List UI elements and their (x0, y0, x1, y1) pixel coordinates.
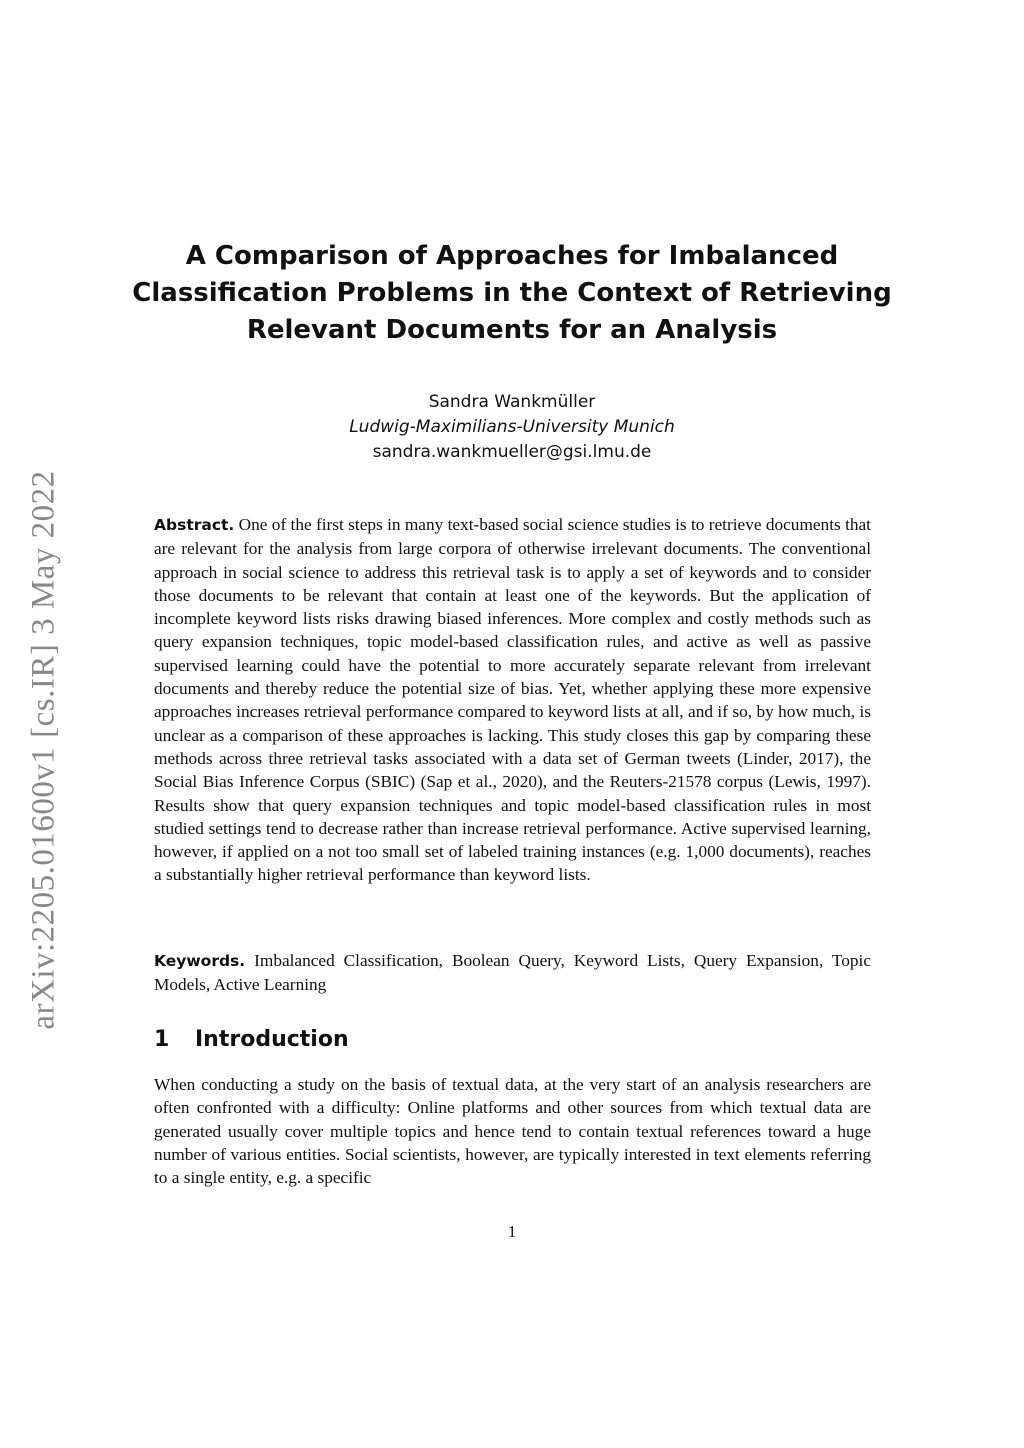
abstract (154, 513, 871, 887)
arxiv-identifier-stamp: arXiv:2205.01600v1 [cs.IR] 3 May 2022 (25, 470, 62, 1030)
section-number: 1 (154, 1027, 170, 1052)
keywords (154, 949, 871, 997)
section-heading-introduction (154, 1025, 349, 1055)
author-affiliation: Ludwig-Maximilians-University Munich (349, 417, 675, 437)
keywords-text: Imbalanced Classification, Boolean Query, Keyword Lists, Query Expansion, Topic Models, Active Learning (154, 951, 871, 995)
section-title: Introduction (195, 1027, 349, 1052)
abstract-label: Abstract. (154, 516, 235, 534)
author-email: sandra.wankmueller@gsi.lmu.de (372, 442, 652, 462)
abstract-text: One of the first steps in many text-based social science studies is to retrieve documents that are relevant for the analysis from large corpora of otherwise irrelevant documents. The conventional approach in social science to address this retrieval task is to apply a set of keywords and to consider those documents to be relevant that contain at least one of the keywords. But the application of incomplete keyword lists risks drawing biased inferences. More complex and costly methods such as query expansion techniques, topic model-based classification rules, and active as well as passive supervised learning could have the potential to more accurately separate relevant from irrelevant documents and thereby reduce the potential size of bias. Yet, whether applying these more expensive approaches increases retrieval performance compared to keyword lists at all, and if so, by how much, is unclear as a comparison of these approaches is lacking. This study closes this gap by comparing these methods across three retrieval tasks associated with a data set of German tweets (Linder, 2017), the Social Bias Inference Corpus (SBIC) (Sap et al., 2020), and the Reuters-21578 corpus (Lewis, 1997). Results show that query expansion techniques and topic model-based classification rules in most studied settings tend to decrease rather than increase retrieval performance. Active supervised learning, however, if applied on a not too small set of labeled training instances (e.g. 1,000 documents), reaches a substantially higher retrieval performance than keyword lists. (154, 515, 871, 885)
page-number: 1 (507, 1222, 517, 1241)
author-block (200, 390, 824, 465)
introduction-paragraph: When conducting a study on the basis of textual data, at the very start of an analysis researchers are often confronted with a difficulty: Online platforms and other sources from which textual data are generated usually cover multiple topics and hence tend to contain textual references toward a huge number of various entities. Social scientists, however, are typically interested in text elements referring to a single entity, e.g. a specific (154, 1075, 871, 1188)
keywords-label: Keywords. (154, 952, 246, 970)
paper-title: A Comparison of Approaches for Imbalanced Classification Problems in the Context of Retrieving Relevant Documents for an Analysis (132, 241, 892, 345)
author-name: Sandra Wankmüller (428, 392, 596, 412)
